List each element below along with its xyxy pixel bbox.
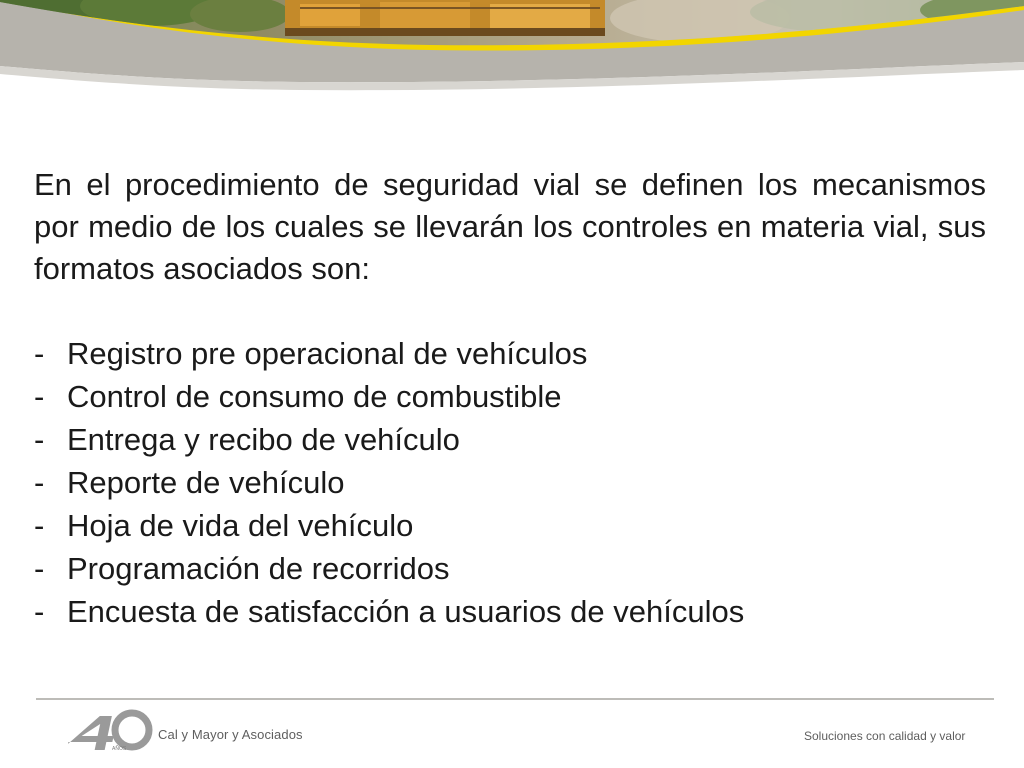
list-item-label: Hoja de vida del vehículo (67, 508, 414, 543)
list-item-label: Encuesta de satisfacción a usuarios de vehículos (67, 594, 745, 629)
anniversary-40-logo-icon (68, 706, 154, 752)
header-banner (0, 0, 1024, 95)
list-item-label: Programación de recorridos (67, 551, 450, 586)
bullet-dash: - (34, 594, 45, 629)
list-item-label: Registro pre operacional de vehículos (67, 336, 588, 371)
list-item (34, 547, 986, 590)
bullet-dash: - (34, 465, 45, 500)
list-item-label: Control de consumo de combustible (67, 379, 562, 414)
company-name: Cal y Mayor y Asociados (158, 727, 303, 742)
bullet-dash: - (34, 336, 45, 371)
logo-text: AÑOS (112, 746, 127, 752)
bullet-dash: - (34, 551, 45, 586)
bullet-dash: - (34, 508, 45, 543)
list-item (34, 332, 986, 375)
intro-paragraph: En el procedimiento de seguridad vial se definen los mecanismos por medio de los cuales se llevarán los controles en materia vial, sus formatos asociados son: (34, 167, 986, 286)
company-tagline: Soluciones con calidad y valor (804, 729, 966, 743)
list-item (34, 375, 986, 418)
header-banner-graphic (0, 0, 1024, 95)
list-item (34, 590, 986, 633)
slide-body (34, 164, 986, 633)
list-item-label: Entrega y recibo de vehículo (67, 422, 460, 457)
list-item-label: Reporte de vehículo (67, 465, 345, 500)
list-item (34, 461, 986, 504)
list-item (34, 418, 986, 461)
bullet-dash: - (34, 379, 45, 414)
list-item (34, 504, 986, 547)
footer-divider (36, 698, 994, 700)
format-list (34, 332, 986, 633)
bullet-dash: - (34, 422, 45, 457)
